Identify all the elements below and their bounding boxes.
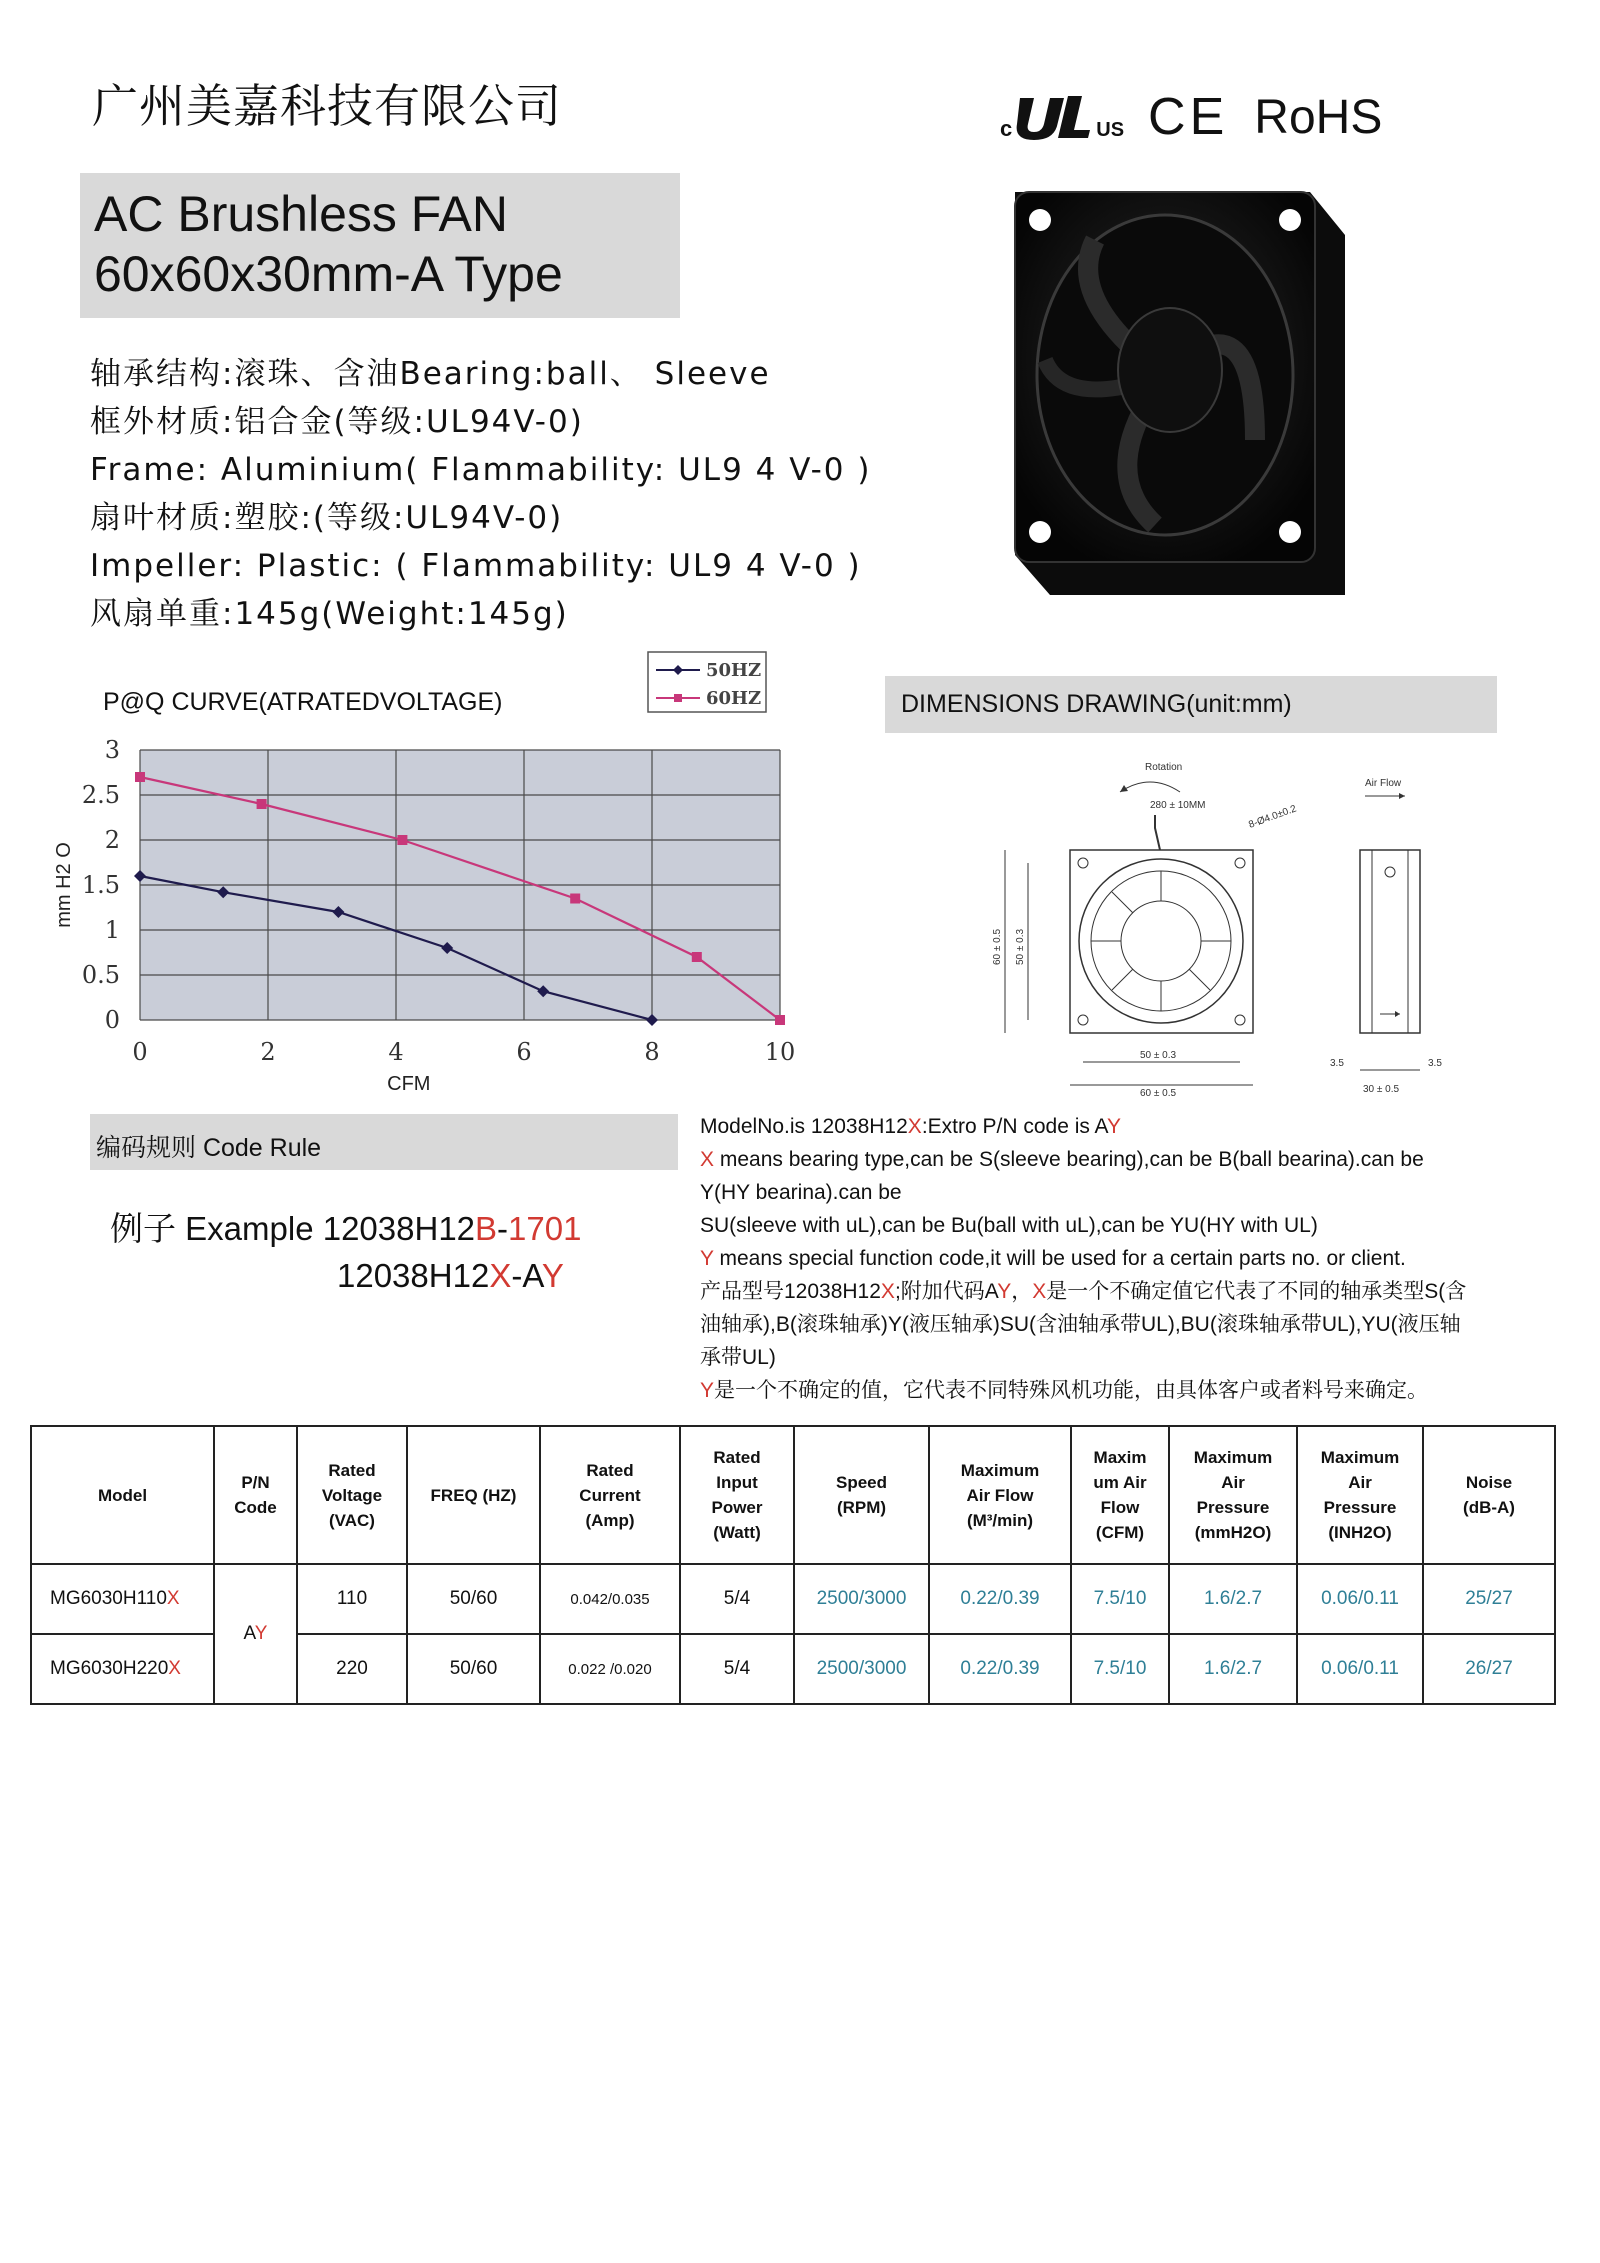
header-airflow-m3: Maximum Air Flow (M³/min) [929, 1426, 1071, 1564]
note-line: Y(HY bearina).can be [700, 1181, 902, 1204]
spec-table [30, 1425, 1556, 1705]
cell-noise: 26/27 [1423, 1634, 1555, 1704]
dimensions-label-box [885, 676, 1497, 733]
header-freq: FREQ (HZ) [407, 1426, 540, 1564]
data-point [397, 835, 407, 845]
data-point [775, 1015, 785, 1025]
table-header-row [31, 1426, 1555, 1564]
fan-photo [1005, 180, 1350, 605]
spec-frame-cn: 框外材质:铝合金(等级:UL94V-0) [90, 404, 584, 440]
header-pressure-in: Maximum Air Pressure (INH2O) [1297, 1426, 1423, 1564]
product-title-line2: 60x60x30mm-A Type [94, 246, 563, 302]
header-pn-code: P/N Code [214, 1426, 297, 1564]
spec-bearing: 轴承结构:滚珠、含油Bearing:ball、 Sleeve [90, 356, 771, 392]
y-tick-label: 0.5 [81, 961, 120, 989]
cell-noise: 25/27 [1423, 1564, 1555, 1634]
note-line: X means bearing type,can be S(sleeve bearing),can be B(ball bearina).can be [700, 1148, 1424, 1171]
y-tick-label: 1 [104, 916, 120, 944]
header-noise: Noise (dB-A) [1423, 1426, 1555, 1564]
data-point [570, 894, 580, 904]
example-line2: 12038H12X-AY [337, 1257, 564, 1294]
spec-weight: 风扇单重:145g(Weight:145g) [90, 596, 569, 632]
cell-airflow-m3: 0.22/0.39 [929, 1634, 1071, 1704]
spec-impeller-cn: 扇叶材质:塑胶:(等级:UL94V-0) [90, 500, 564, 536]
x-tick-label: 4 [388, 1038, 404, 1066]
cell-freq: 50/60 [407, 1564, 540, 1634]
code-rule-box [90, 1114, 678, 1170]
cell-voltage: 110 [297, 1564, 407, 1634]
cell-pn-code: AY [214, 1564, 297, 1704]
cell-airflow-cfm: 7.5/10 [1071, 1634, 1169, 1704]
pq-curve-chart [40, 640, 800, 1100]
dim-w50-text: 50 ± 0.3 [1140, 1050, 1177, 1061]
code-rule-label: 编码规则 Code Rule [96, 1134, 322, 1162]
dim-rotation-text: Rotation [1145, 762, 1183, 773]
cell-model: MG6030H110X [31, 1564, 214, 1634]
dim-h50-text: 50 ± 0.3 [1015, 928, 1026, 965]
table-row [31, 1564, 1555, 1634]
note-line: Y means special function code,it will be used for a certain parts no. or client. [700, 1247, 1406, 1270]
x-tick-label: 0 [132, 1038, 148, 1066]
header-speed: Speed (RPM) [794, 1426, 929, 1564]
dim-side-left-text: 3.5 [1330, 1058, 1344, 1069]
cell-current: 0.042/0.035 [540, 1564, 680, 1634]
dim-hole-text: 8-Ø4.0±0.2 [1247, 803, 1298, 831]
legend-marker [674, 694, 682, 702]
note-line: Y是一个不确定的值，它代表不同特殊风机功能，由具体客户或者料号来确定。 [700, 1379, 1429, 1402]
company-name: 广州美嘉科技有限公司 [92, 79, 562, 133]
data-point [692, 952, 702, 962]
legend-label: 60HZ [706, 688, 762, 709]
dim-lead-text: 280 ± 10MM [1150, 800, 1206, 811]
header-model: Model [31, 1426, 214, 1564]
spec-list [90, 350, 871, 638]
cell-pressure-in: 0.06/0.11 [1297, 1564, 1423, 1634]
cell-airflow-m3: 0.22/0.39 [929, 1564, 1071, 1634]
y-tick-label: 1.5 [81, 871, 120, 899]
note-line: 产品型号12038H12X;附加代码AY，X是一个不确定值它代表了不同的轴承类型S(含 [700, 1280, 1467, 1303]
cell-airflow-cfm: 7.5/10 [1071, 1564, 1169, 1634]
y-tick-label: 2.5 [81, 781, 120, 809]
x-tick-label: 6 [516, 1038, 532, 1066]
cell-speed: 2500/3000 [794, 1564, 929, 1634]
example-line1: 例子 Example 12038H12B-1701 [110, 1210, 582, 1247]
note-line: SU(sleeve with uL),can be Bu(ball with uL),can be YU(HY with UL) [700, 1214, 1318, 1237]
header-pressure-mm: Maximum Air Pressure (mmH2O) [1169, 1426, 1297, 1564]
cell-freq: 50/60 [407, 1634, 540, 1704]
x-tick-label: 10 [764, 1038, 796, 1066]
dim-side-right-text: 3.5 [1428, 1058, 1442, 1069]
data-point [257, 799, 267, 809]
ul-logo: c US [1000, 92, 1124, 142]
y-tick-label: 0 [104, 1006, 120, 1034]
dim-side-width-text: 30 ± 0.5 [1363, 1084, 1400, 1095]
legend-label: 50HZ [706, 660, 762, 681]
y-axis-label: mm H2 O [53, 842, 75, 928]
note-line: 油轴承),B(滚珠轴承)Y(液压轴承)SU(含油轴承带UL),BU(滚珠轴承带UL),YU(液压轴 [700, 1313, 1461, 1336]
cell-pressure-in: 0.06/0.11 [1297, 1634, 1423, 1704]
pq-curve-label: P@Q CURVE(ATRATEDVOLTAGE) [103, 688, 503, 716]
dim-airflow-text: Air Flow [1365, 778, 1402, 789]
cell-model: MG6030H220X [31, 1634, 214, 1704]
ul-mark-icon [1014, 92, 1094, 142]
y-tick-label: 3 [104, 736, 120, 764]
note-line: 承带UL) [700, 1346, 776, 1369]
cell-speed: 2500/3000 [794, 1634, 929, 1704]
cell-pressure-mm: 1.6/2.7 [1169, 1564, 1297, 1634]
product-title-box [80, 173, 680, 318]
rohs-logo: RoHS [1254, 90, 1383, 144]
cell-power: 5/4 [680, 1564, 794, 1634]
note-line: ModelNo.is 12038H12X:Extro P/N code is AY [700, 1115, 1122, 1138]
x-tick-label: 2 [260, 1038, 276, 1066]
cell-current: 0.022 /0.020 [540, 1634, 680, 1704]
dim-h60-text: 60 ± 0.5 [992, 928, 1003, 965]
spec-frame-en: Frame: Aluminium( Flammability: UL9 4 V-0 ) [90, 452, 872, 488]
header-current: Rated Current (Amp) [540, 1426, 680, 1564]
y-tick-label: 2 [104, 826, 120, 854]
header-airflow-cfm: Maxim um Air Flow (CFM) [1071, 1426, 1169, 1564]
product-title-line1: AC Brushless FAN [94, 186, 509, 242]
header-power: Rated Input Power (Watt) [680, 1426, 794, 1564]
data-point [135, 772, 145, 782]
header-voltage: Rated Voltage (VAC) [297, 1426, 407, 1564]
x-tick-label: 8 [644, 1038, 660, 1066]
x-axis-label: CFM [387, 1073, 431, 1095]
certification-logos [1000, 82, 1382, 152]
cell-voltage: 220 [297, 1634, 407, 1704]
ce-logo: CE [1148, 88, 1229, 146]
spec-impeller-en: Impeller: Plastic: ( Flammability: UL9 4 V-0 ) [90, 548, 862, 584]
dim-w60-text: 60 ± 0.5 [1140, 1088, 1177, 1099]
cell-pressure-mm: 1.6/2.7 [1169, 1634, 1297, 1704]
dimensions-label: DIMENSIONS DRAWING(unit:mm) [901, 690, 1292, 718]
dimensions-drawing [950, 750, 1490, 1100]
cell-power: 5/4 [680, 1634, 794, 1704]
code-rule-notes [700, 1110, 1580, 1407]
